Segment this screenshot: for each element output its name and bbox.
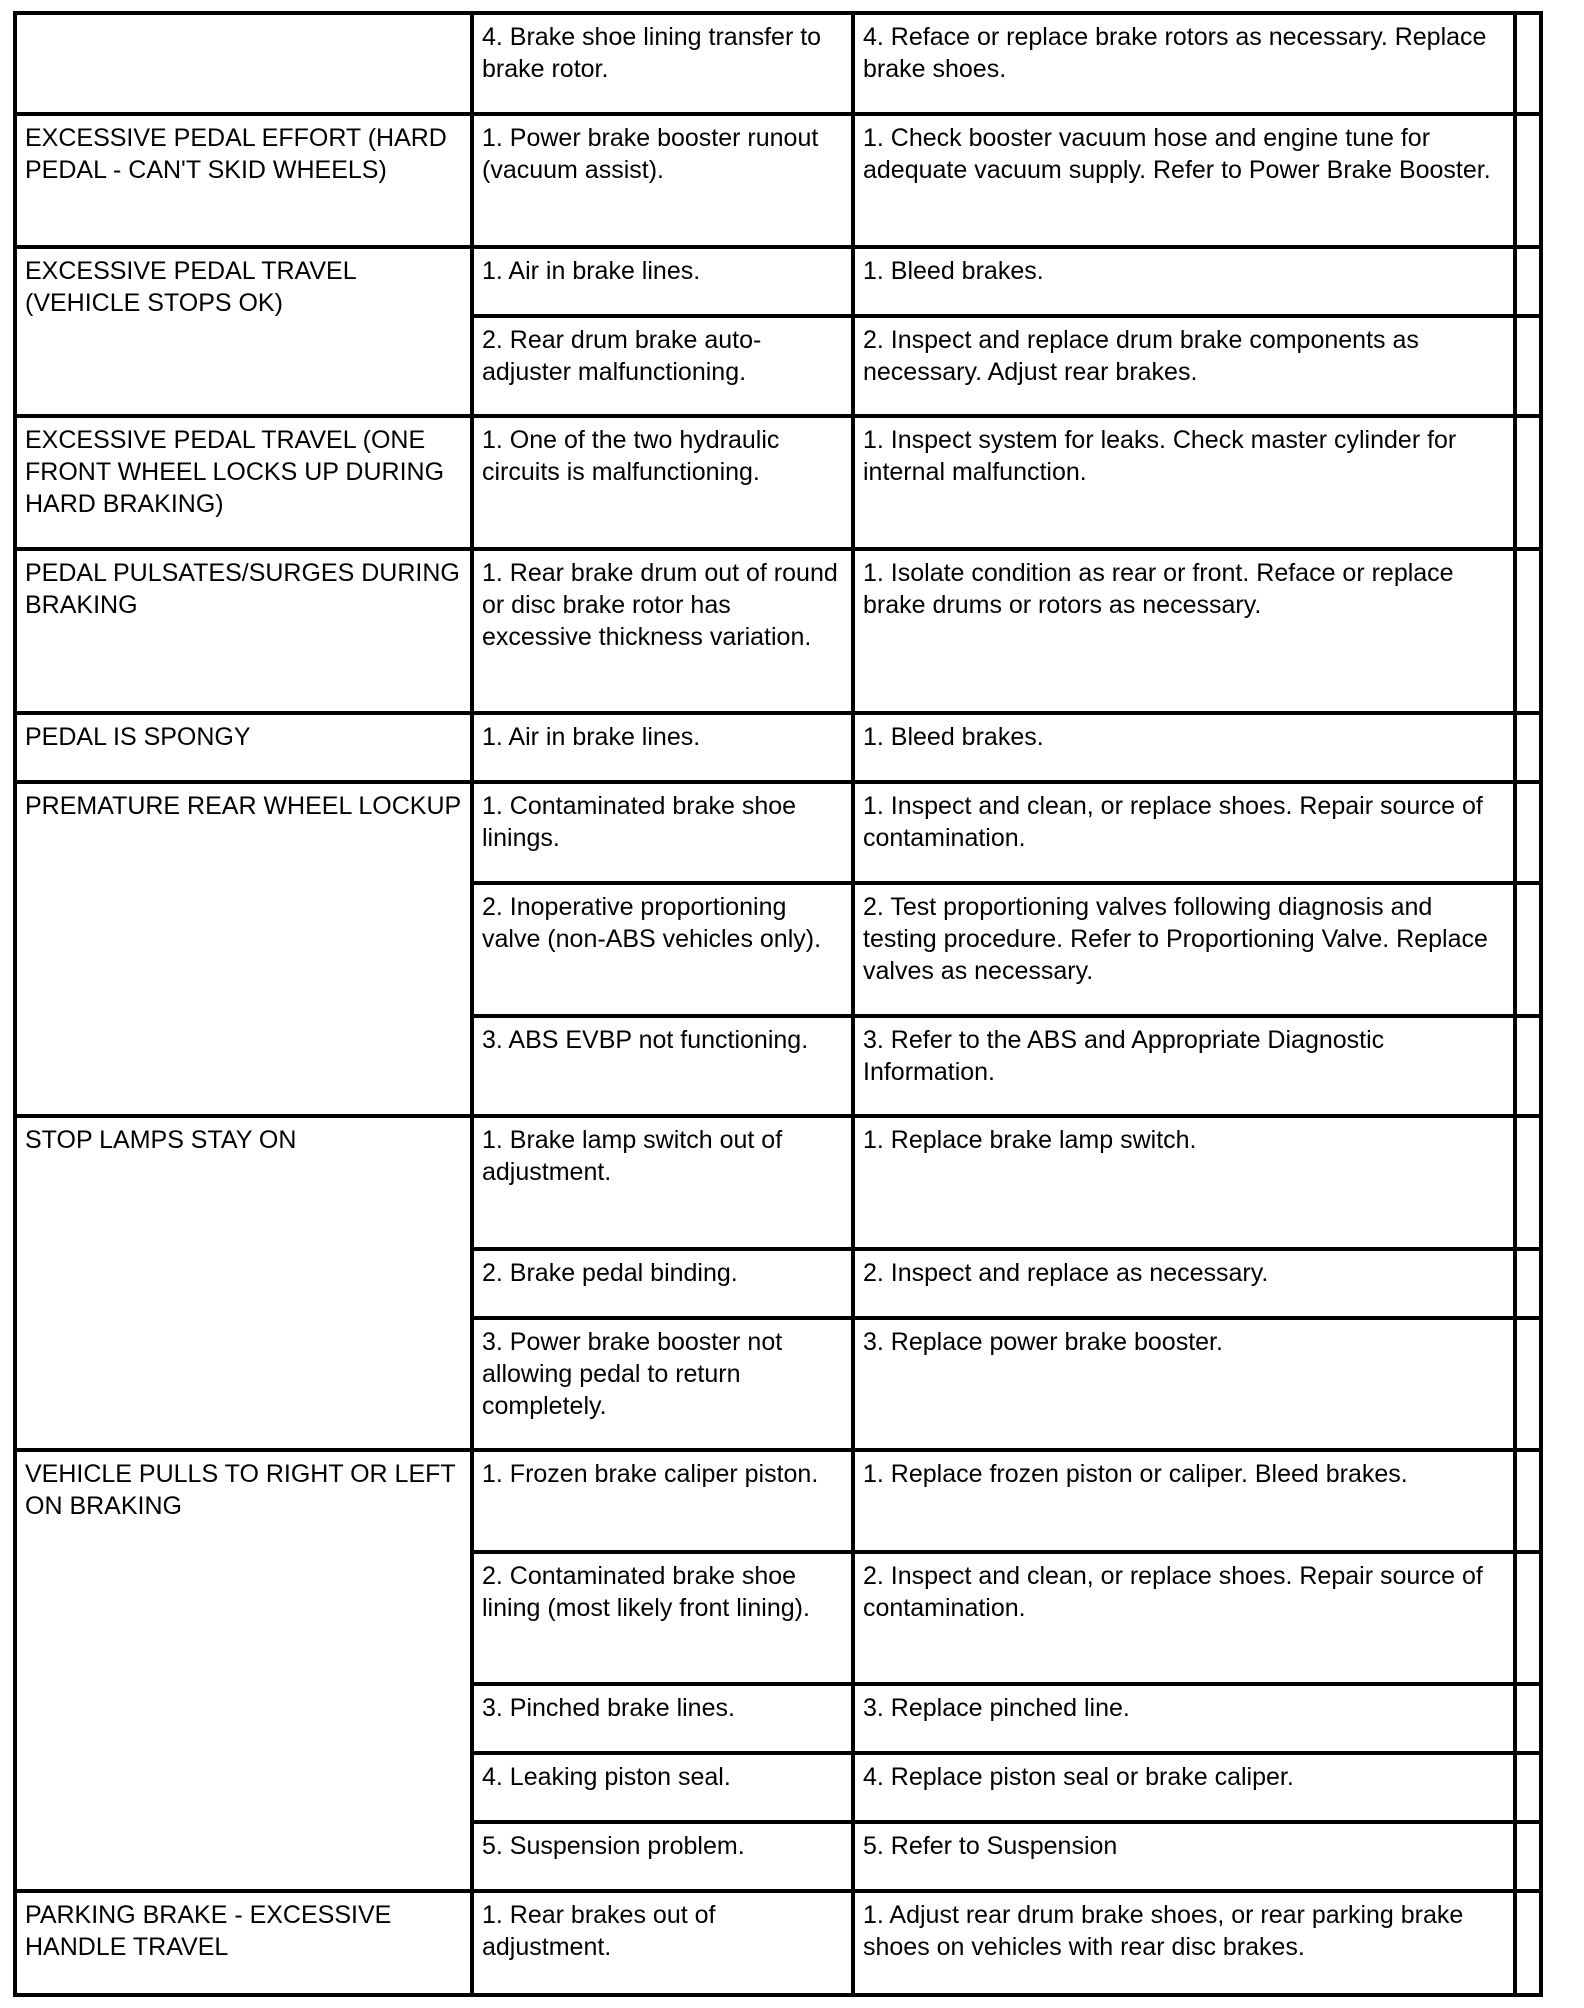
cause-cell: 4. Leaking piston seal. <box>472 1753 853 1822</box>
correction-cell: 3. Replace power brake booster. <box>853 1318 1515 1450</box>
cause-cell: 3. ABS EVBP not functioning. <box>472 1016 853 1116</box>
correction-cell: 2. Test proportioning valves following diagnosis and testing procedure. Refer to Proportioning Valve. Replace valves as necessary. <box>853 883 1515 1016</box>
cause-cell: 1. Power brake booster runout (vacuum assist). <box>472 114 853 247</box>
table-row <box>15 713 1541 782</box>
table-row <box>15 13 1541 114</box>
correction-cell: 1. Bleed brakes. <box>853 247 1515 316</box>
empty-cell <box>1515 549 1541 713</box>
empty-cell <box>1515 713 1541 782</box>
table-row <box>15 1891 1541 1995</box>
cause-cell: 1. Frozen brake caliper piston. <box>472 1450 853 1552</box>
empty-cell <box>1515 1753 1541 1822</box>
cause-cell: 1. One of the two hydraulic circuits is malfunctioning. <box>472 416 853 549</box>
empty-cell <box>1515 1891 1541 1995</box>
correction-cell: 1. Isolate condition as rear or front. Reface or replace brake drums or rotors as necessary. <box>853 549 1515 713</box>
correction-cell: 1. Check booster vacuum hose and engine tune for adequate vacuum supply. Refer to Power Brake Booster. <box>853 114 1515 247</box>
condition-cell: STOP LAMPS STAY ON <box>15 1116 472 1450</box>
empty-cell <box>1515 1318 1541 1450</box>
correction-cell: 1. Bleed brakes. <box>853 713 1515 782</box>
condition-cell <box>15 13 472 114</box>
cause-cell: 1. Contaminated brake shoe linings. <box>472 782 853 883</box>
condition-cell: PARKING BRAKE - EXCESSIVE HANDLE TRAVEL <box>15 1891 472 1995</box>
condition-cell: PEDAL IS SPONGY <box>15 713 472 782</box>
correction-cell: 3. Replace pinched line. <box>853 1684 1515 1753</box>
cause-cell: 2. Brake pedal binding. <box>472 1249 853 1318</box>
cause-cell: 2. Contaminated brake shoe lining (most likely front lining). <box>472 1552 853 1684</box>
correction-cell: 3. Refer to the ABS and Appropriate Diagnostic Information. <box>853 1016 1515 1116</box>
cause-cell: 4. Brake shoe lining transfer to brake rotor. <box>472 13 853 114</box>
correction-cell: 1. Replace frozen piston or caliper. Bleed brakes. <box>853 1450 1515 1552</box>
correction-cell: 4. Replace piston seal or brake caliper. <box>853 1753 1515 1822</box>
cause-cell: 1. Air in brake lines. <box>472 247 853 316</box>
correction-cell: 5. Refer to Suspension <box>853 1822 1515 1891</box>
cause-cell: 1. Brake lamp switch out of adjustment. <box>472 1116 853 1249</box>
empty-cell <box>1515 1822 1541 1891</box>
condition-cell: PREMATURE REAR WHEEL LOCKUP <box>15 782 472 1116</box>
cause-cell: 1. Rear brakes out of adjustment. <box>472 1891 853 1995</box>
correction-cell: 2. Inspect and replace as necessary. <box>853 1249 1515 1318</box>
table-row <box>15 1450 1541 1552</box>
table-row <box>15 549 1541 713</box>
empty-cell <box>1515 883 1541 1016</box>
table-row <box>15 114 1541 247</box>
empty-cell <box>1515 114 1541 247</box>
cause-cell: 1. Air in brake lines. <box>472 713 853 782</box>
correction-cell: 1. Adjust rear drum brake shoes, or rear parking brake shoes on vehicles with rear disc brakes. <box>853 1891 1515 1995</box>
condition-cell: PEDAL PULSATES/SURGES DURING BRAKING <box>15 549 472 713</box>
empty-cell <box>1515 416 1541 549</box>
table-row <box>15 416 1541 549</box>
empty-cell <box>1515 247 1541 316</box>
cause-cell: 3. Power brake booster not allowing pedal to return completely. <box>472 1318 853 1450</box>
empty-cell <box>1515 1552 1541 1684</box>
empty-cell <box>1515 1116 1541 1249</box>
cause-cell: 1. Rear brake drum out of round or disc brake rotor has excessive thickness variation. <box>472 549 853 713</box>
table-row <box>15 247 1541 316</box>
table-row <box>15 782 1541 883</box>
correction-cell: 1. Inspect system for leaks. Check master cylinder for internal malfunction. <box>853 416 1515 549</box>
table-row <box>15 1116 1541 1249</box>
empty-cell <box>1515 1016 1541 1116</box>
correction-cell: 4. Reface or replace brake rotors as necessary. Replace brake shoes. <box>853 13 1515 114</box>
cause-cell: 2. Rear drum brake auto-adjuster malfunctioning. <box>472 316 853 416</box>
cause-cell: 3. Pinched brake lines. <box>472 1684 853 1753</box>
cause-cell: 2. Inoperative proportioning valve (non-ABS vehicles only). <box>472 883 853 1016</box>
empty-cell <box>1515 1450 1541 1552</box>
cause-cell: 5. Suspension problem. <box>472 1822 853 1891</box>
correction-cell: 2. Inspect and clean, or replace shoes. Repair source of contamination. <box>853 1552 1515 1684</box>
empty-cell <box>1515 1249 1541 1318</box>
empty-cell <box>1515 1684 1541 1753</box>
empty-cell <box>1515 316 1541 416</box>
condition-cell: EXCESSIVE PEDAL TRAVEL (ONE FRONT WHEEL LOCKS UP DURING HARD BRAKING) <box>15 416 472 549</box>
condition-cell: EXCESSIVE PEDAL TRAVEL (VEHICLE STOPS OK) <box>15 247 472 416</box>
empty-cell <box>1515 13 1541 114</box>
correction-cell: 1. Replace brake lamp switch. <box>853 1116 1515 1249</box>
correction-cell: 1. Inspect and clean, or replace shoes. Repair source of contamination. <box>853 782 1515 883</box>
brake-diagnosis-table <box>13 11 1543 1997</box>
correction-cell: 2. Inspect and replace drum brake components as necessary. Adjust rear brakes. <box>853 316 1515 416</box>
condition-cell: EXCESSIVE PEDAL EFFORT (HARD PEDAL - CAN'T SKID WHEELS) <box>15 114 472 247</box>
condition-cell: VEHICLE PULLS TO RIGHT OR LEFT ON BRAKING <box>15 1450 472 1891</box>
empty-cell <box>1515 782 1541 883</box>
